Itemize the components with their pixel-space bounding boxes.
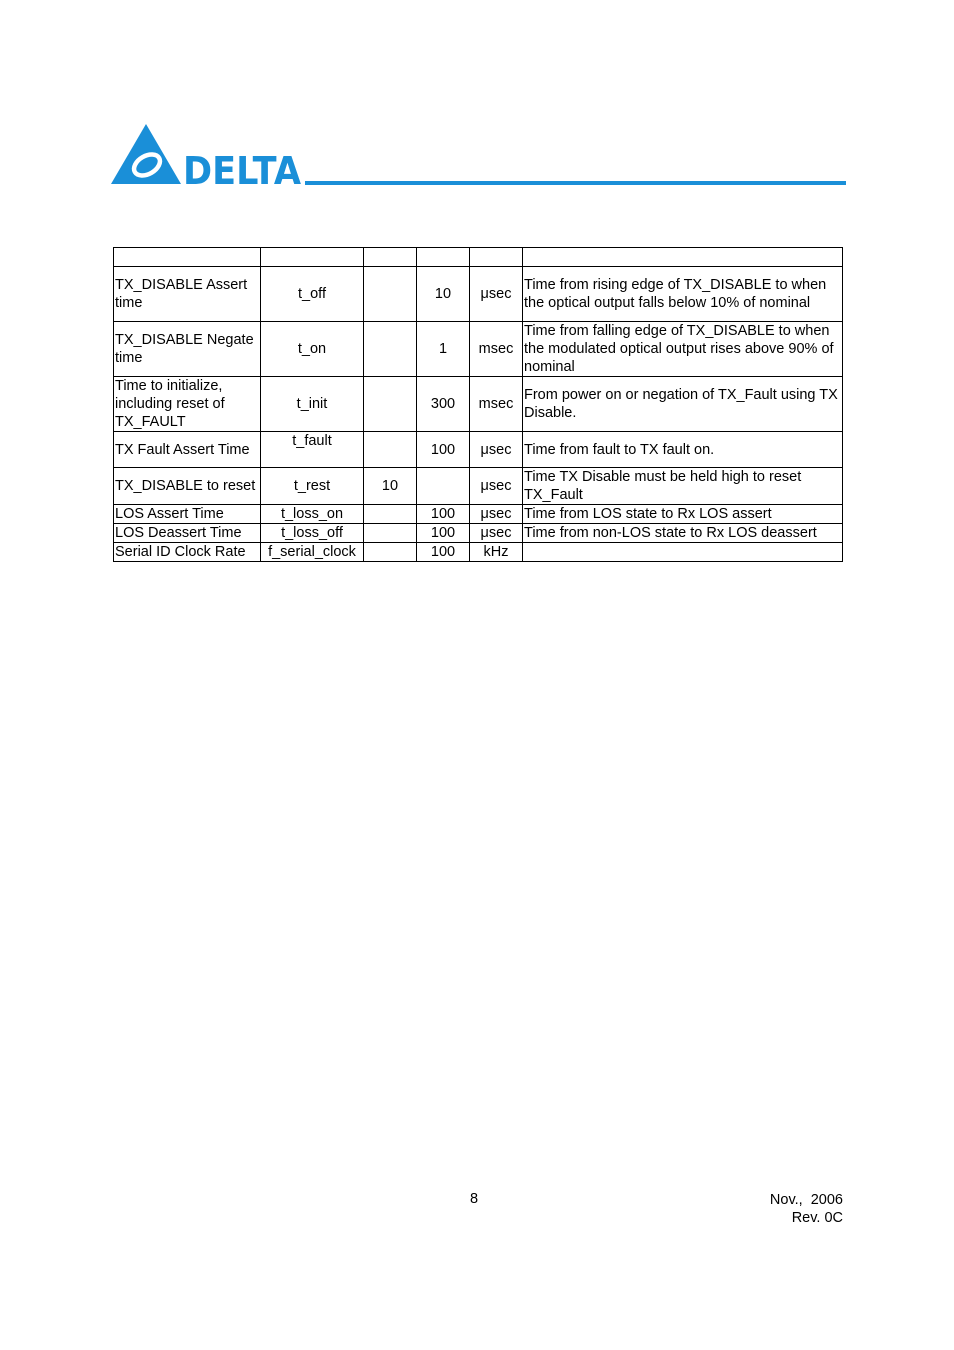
table-row: [114, 377, 843, 432]
min-cell: [364, 377, 417, 432]
notes-cell: Time TX Disable must be held high to reset TX_Fault: [523, 468, 843, 505]
max-cell: 1: [417, 322, 470, 377]
notes-cell: [523, 543, 843, 562]
footer-meta: [770, 1191, 843, 1227]
parameter-cell: TX_DISABLE Assert time: [114, 267, 261, 322]
header-cell: [523, 248, 843, 267]
header-cell: [114, 248, 261, 267]
header-cell: [261, 248, 364, 267]
header-cell: [417, 248, 470, 267]
table-row: [114, 543, 843, 562]
symbol-cell: t_on: [261, 322, 364, 377]
unit-cell: μsec: [470, 468, 523, 505]
timing-spec-table: [113, 247, 843, 562]
unit-cell: μsec: [470, 432, 523, 468]
symbol-cell: t_off: [261, 267, 364, 322]
symbol-cell: t_fault: [261, 432, 364, 468]
footer-date: Nov., 2006: [769, 1192, 843, 1208]
symbol-cell: t_init: [261, 377, 364, 432]
parameter-cell: TX_DISABLE to reset: [114, 468, 261, 505]
parameter-cell: Time to initialize, including reset of TX_FAULT: [114, 377, 261, 432]
unit-cell: μsec: [470, 267, 523, 322]
symbol-cell: f_serial_clock: [261, 543, 364, 562]
symbol-cell: t_loss_on: [261, 505, 364, 524]
header-rule: [305, 181, 846, 185]
table-row: [114, 267, 843, 322]
notes-cell: Time from LOS state to Rx LOS assert: [523, 505, 843, 524]
footer-revision: Rev. 0C: [791, 1210, 843, 1226]
table-row: [114, 524, 843, 543]
notes-cell: Time from fault to TX fault on.: [523, 432, 843, 468]
header-cell: [470, 248, 523, 267]
unit-cell: msec: [470, 322, 523, 377]
notes-cell: From power on or negation of TX_Fault using TX Disable.: [523, 377, 843, 432]
max-cell: 100: [417, 505, 470, 524]
max-cell: [417, 468, 470, 505]
table-header-row: [114, 248, 843, 267]
symbol-cell: t_rest: [261, 468, 364, 505]
parameter-cell: TX Fault Assert Time: [114, 432, 261, 468]
table-row: [114, 468, 843, 505]
logo-wordmark: DELTA: [183, 149, 302, 186]
max-cell: 100: [417, 524, 470, 543]
max-cell: 300: [417, 377, 470, 432]
max-cell: 10: [417, 267, 470, 322]
delta-logo: [110, 122, 305, 186]
max-cell: 100: [417, 432, 470, 468]
parameter-cell: TX_DISABLE Negate time: [114, 322, 261, 377]
table-row: [114, 432, 843, 468]
table-row: [114, 505, 843, 524]
max-cell: 100: [417, 543, 470, 562]
unit-cell: μsec: [470, 505, 523, 524]
min-cell: [364, 432, 417, 468]
min-cell: [364, 543, 417, 562]
unit-cell: kHz: [470, 543, 523, 562]
header-cell: [364, 248, 417, 267]
symbol-cell: t_loss_off: [261, 524, 364, 543]
min-cell: [364, 322, 417, 377]
notes-cell: Time from falling edge of TX_DISABLE to when the modulated optical output rises above 90% of nominal: [523, 322, 843, 377]
notes-cell: Time from non-LOS state to Rx LOS deassert: [523, 524, 843, 543]
page-number: 8: [469, 1191, 479, 1207]
table-row: [114, 322, 843, 377]
parameter-cell: Serial ID Clock Rate: [114, 543, 261, 562]
notes-cell: Time from rising edge of TX_DISABLE to when the optical output falls below 10% of nominal: [523, 267, 843, 322]
unit-cell: msec: [470, 377, 523, 432]
parameter-cell: LOS Assert Time: [114, 505, 261, 524]
min-cell: [364, 267, 417, 322]
min-cell: [364, 505, 417, 524]
parameter-cell: LOS Deassert Time: [114, 524, 261, 543]
min-cell: [364, 524, 417, 543]
unit-cell: μsec: [470, 524, 523, 543]
min-cell: 10: [364, 468, 417, 505]
